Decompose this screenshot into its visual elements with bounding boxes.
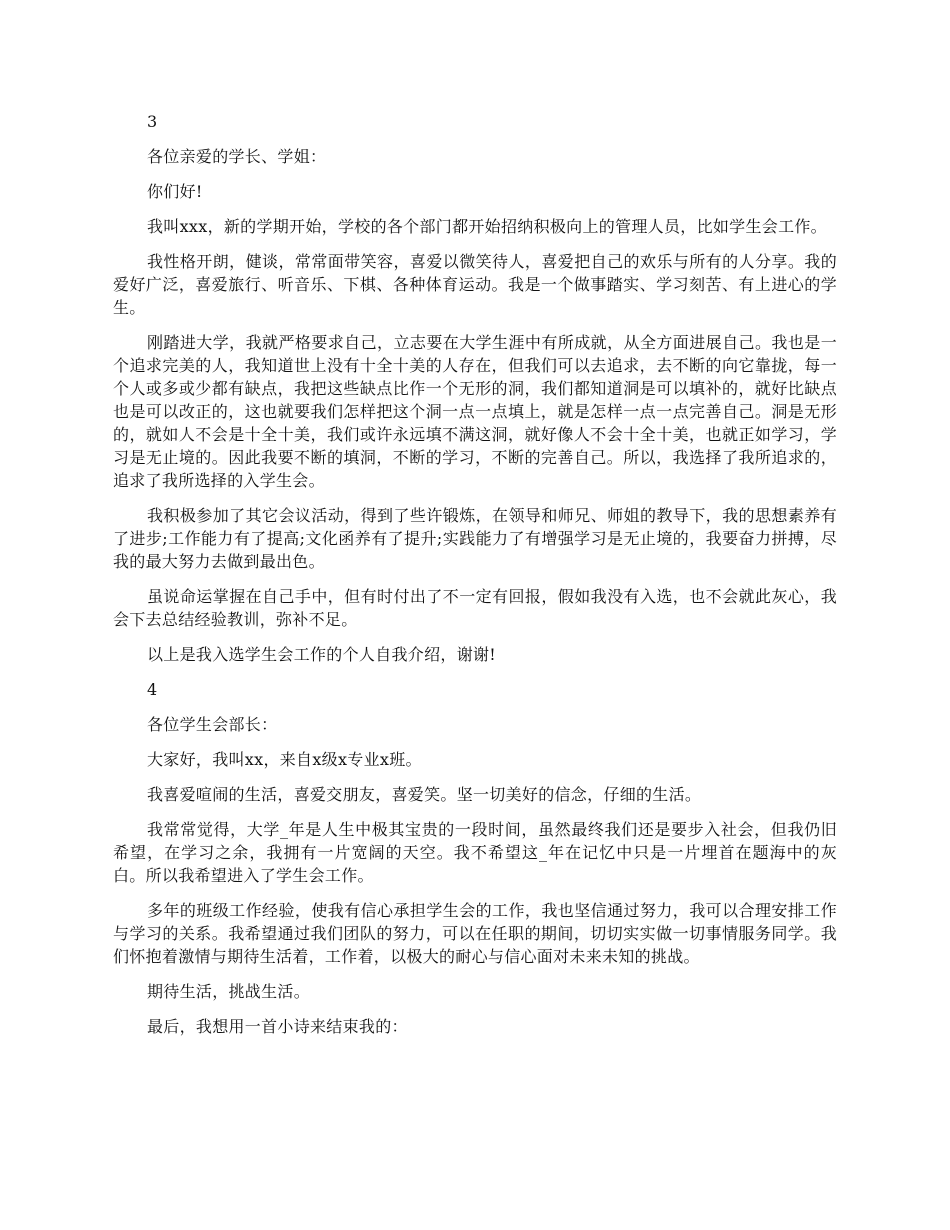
body-paragraph: 我积极参加了其它会议活动，得到了些许锻炼，在领导和师兄、师姐的教导下，我的思想素养有了进步;工作能力有了提高;文化函养有了提升;实践能力了有增强学习是无止境的，我要奋力拼搏，尽我的最大努力去做到最出色。 xyxy=(113,506,837,571)
body-paragraph: 刚踏进大学，我就严格要求自己，立志要在大学生涯中有所成就，从全方面进展自己。我也是一个追求完美的人，我知道世上没有十全十美的人存在，但我们可以去追求，去不断的向它靠拢，每一个人或多或少都有缺点，我把这些缺点比作一个无形的洞，我们都知道洞是可以填补的，就好比缺点也是可以改正的，这也就要我们怎样把这个洞一点一点填上，就是怎样一点一点完善自己。洞是无形的，就如人不会是十全十美，我们或许永远填不满这洞，就好像人不会十全十美，也就正如学习，学习是无止境的。因此我要不断的填洞，不断的学习，不断的完善自己。所以，我选择了我所追求的，追求了我所选择的入学生会。 xyxy=(113,333,837,490)
salutation: 各位学生会部长： xyxy=(147,715,278,734)
body-paragraph: 多年的班级工作经验，使我有信心承担学生会的工作，我也坚信通过努力，我可以合理安排工作与学习的关系。我希望通过我们团队的努力，可以在任职的期间，切切实实做一切事情服务同学。我们怀抱着激情与期待生活着，工作着，以极大的耐心与信心面对未来未知的挑战。 xyxy=(113,901,837,966)
body-paragraph: 我性格开朗，健谈，常常面带笑容，喜爱以微笑待人，喜爱把自己的欢乐与所有的人分享。我的爱好广泛，喜爱旅行、听音乐、下棋、各种体育运动。我是一个做事踏实、学习刻苦、有上进心的学生。 xyxy=(113,252,837,317)
greeting: 大家好，我叫xx，来自x级x专业x班。 xyxy=(147,750,422,769)
body-paragraph: 期待生活，挑战生活。 xyxy=(147,982,311,1001)
greeting: 你们好! xyxy=(147,182,203,201)
body-paragraph: 我叫xxx，新的学期开始，学校的各个部门都开始招纳积极向上的管理人员，比如学生会工作。 xyxy=(147,217,827,236)
section-number: 4 xyxy=(147,680,158,699)
body-paragraph: 我喜爱喧闹的生活，喜爱交朋友，喜爱笑。坚一切美好的信念，仔细的生活。 xyxy=(147,785,702,804)
salutation: 各位亲爱的学长、学姐： xyxy=(147,147,327,166)
closing-line: 以上是我入选学生会工作的个人自我介绍，谢谢! xyxy=(147,645,497,664)
body-paragraph: 我常常觉得，大学_年是人生中极其宝贵的一段时间，虽然最终我们还是要步入社会，但我仍旧希望，在学习之余，我拥有一片宽阔的天空。我不希望这_年在记忆中只是一片埋首在题海中的灰白。所以我希望进入了学生会工作。 xyxy=(113,820,837,885)
closing-line: 最后，我想用一首小诗来结束我的： xyxy=(147,1017,408,1036)
body-paragraph: 虽说命运掌握在自己手中，但有时付出了不一定有回报，假如我没有入选，也不会就此灰心，我会下去总结经验教训，弥补不足。 xyxy=(113,587,837,629)
section-number: 3 xyxy=(147,112,158,131)
document-page xyxy=(113,110,837,1050)
